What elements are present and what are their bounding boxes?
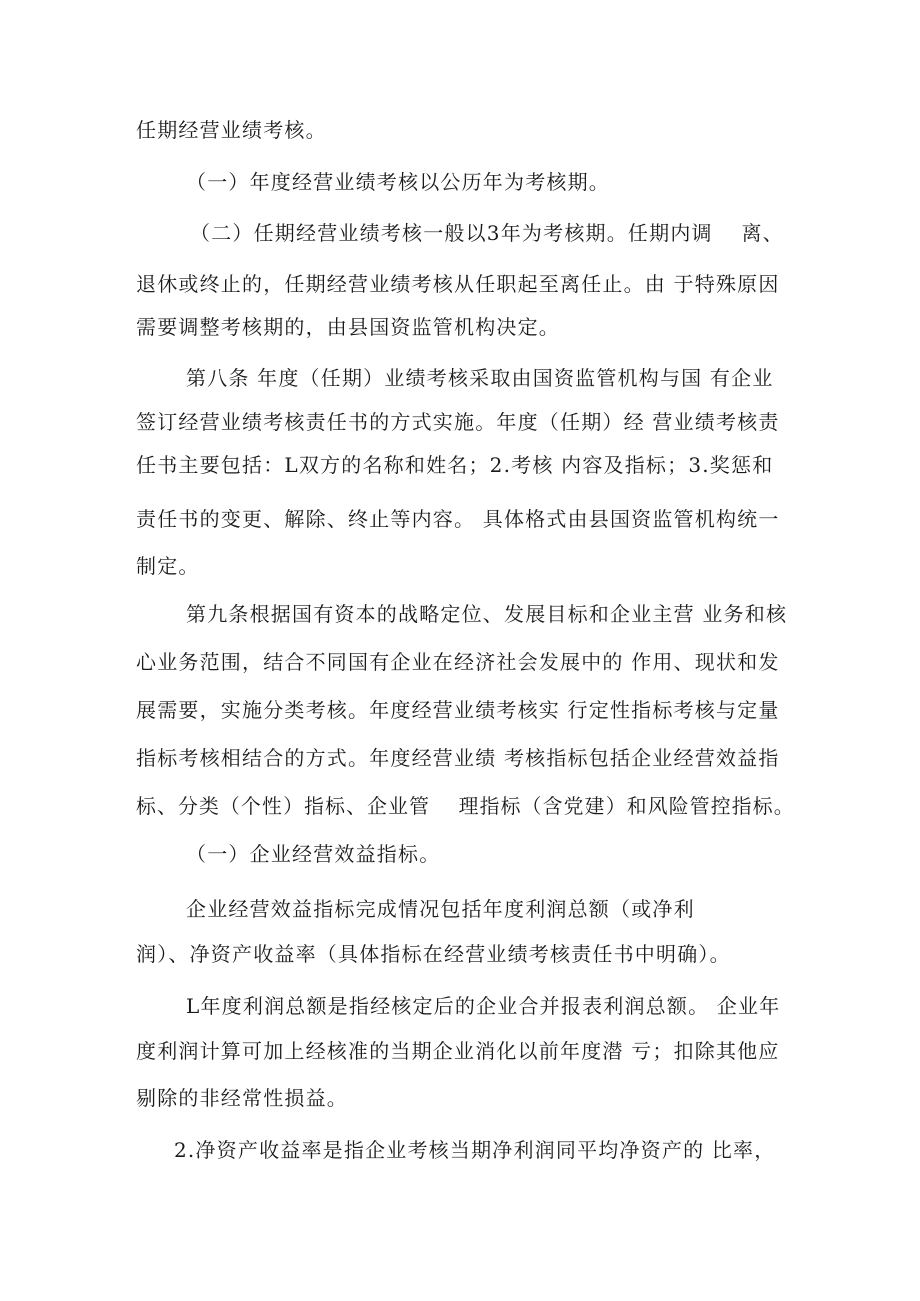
text-line: 剔除的非经常性损益。 [136, 1086, 348, 1110]
text-line: 需要调整考核期的，由县国资监管机构决定。 [136, 315, 560, 339]
text-line: 第九条根据国有资本的战略定位、发展目标和企业主营 业务和核 [186, 602, 788, 626]
text-line: 制定。 [136, 554, 200, 578]
text-line: 任期经营业绩考核。 [136, 118, 327, 142]
text-line: 指标考核相结合的方式。年度经营业绩 考核指标包括企业经营效益指 [136, 746, 780, 770]
text-line: 心业务范围，结合不同国有企业在经济社会发展中的 作用、现状和发 [136, 650, 780, 674]
text-line: 展需要，实施分类考核。年度经营业绩考核实 行定性指标考核与定量 [136, 698, 780, 722]
text-line: 2.净资产收益率是指企业考核当期净利润同平均净资产的 比率， [174, 1138, 776, 1162]
text-line: L年度利润总额是指经核定后的企业合并报表利润总额。 企业年 [186, 994, 781, 1018]
text-line: 标、分类（个性）指标、企业管 理指标（含党建）和风险管控指标。 [136, 794, 795, 818]
text-line: 企业经营效益指标完成情况包括年度利润总额（或净利 [186, 897, 695, 921]
text-line: 第八条 年度（任期）业绩考核采取由国资监管机构与国 有企业 [186, 366, 774, 390]
text-line: 退休或终止的，任期经营业绩考核从任职起至离任止。由 于特殊原因 [136, 272, 780, 296]
text-line: 签订经营业绩考核责任书的方式实施。年度（任期）经 营业绩考核责 [136, 410, 780, 434]
text-line: （二）任期经营业绩考核一般以3年为考核期。任期内调 离、 [190, 221, 784, 245]
text-line: 润）、净资产收益率（具体指标在经营业绩考核责任书中明确）。 [136, 942, 731, 966]
text-line: 度利润计算可加上经核准的当期企业消化以前年度潜 亏；扣除其他应 [136, 1039, 780, 1063]
text-line: 任书主要包括：L双方的名称和姓名；2.考核 内容及指标；3.奖惩和 [136, 453, 774, 477]
text-line: （一）年度经营业绩考核以公历年为考核期。 [186, 170, 610, 194]
text-line: 责任书的变更、解除、终止等内容。 具体格式由县国资监管机构统一 [136, 507, 780, 531]
text-line: （一）企业经营效益指标。 [186, 842, 441, 866]
